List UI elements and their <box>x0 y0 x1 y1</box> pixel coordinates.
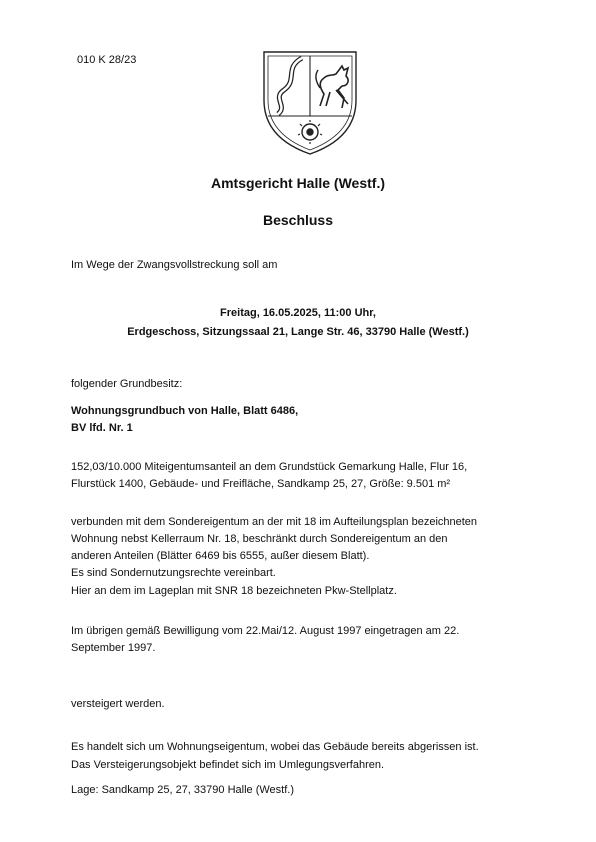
special-property-line: Es sind Sondernutzungsrechte vereinbart. <box>71 567 276 579</box>
share-description-line: 152,03/10.000 Miteigentumsanteil an dem Grundstück Gemarkung Halle, Flur 16, <box>71 461 468 473</box>
approval-line: Im übrigen gemäß Bewilligung vom 22.Mai/12. August 1997 eingetragen am 22. <box>71 625 460 637</box>
land-register-line: Wohnungsgrundbuch von Halle, Blatt 6486, <box>71 405 299 417</box>
approval-line: September 1997. <box>71 642 156 654</box>
document-title: Beschluss <box>262 212 334 228</box>
special-property-line: Hier an dem im Lageplan mit SNR 18 bezeichneten Pkw-Stellplatz. <box>71 585 397 597</box>
nrw-coat-of-arms-icon <box>258 46 362 158</box>
property-intro: folgender Grundbesitz: <box>71 378 183 390</box>
note-line: Es handelt sich um Wohnungseigentum, wobei das Gebäude bereits abgerissen ist. <box>71 741 479 753</box>
auctioned-text: versteigert werden. <box>71 698 165 710</box>
file-number: 010 K 28/23 <box>77 54 137 66</box>
special-property-line: anderen Anteilen (Blätter 6469 bis 6555, außer diesem Blatt). <box>71 550 370 562</box>
special-property-line: verbunden mit dem Sondereigentum an der mit 18 im Aufteilungsplan bezeichneten <box>71 516 478 528</box>
property-location: Lage: Sandkamp 25, 27, 33790 Halle (Westf.) <box>71 784 294 796</box>
note-line: Das Versteigerungsobjekt befindet sich im Umlegungsverfahren. <box>71 759 385 771</box>
auction-location: Erdgeschoss, Sitzungssaal 21, Lange Str. 46, 33790 Halle (Westf.) <box>127 326 469 338</box>
land-register-entry: BV lfd. Nr. 1 <box>71 422 133 434</box>
auction-date-time: Freitag, 16.05.2025, 11:00 Uhr, <box>220 307 376 319</box>
intro-text: Im Wege der Zwangsvollstreckung soll am <box>71 259 278 271</box>
special-property-line: Wohnung nebst Kellerraum Nr. 18, beschränkt durch Sondereigentum an den <box>71 533 448 545</box>
share-description-line: Flurstück 1400, Gebäude- und Freifläche, Sandkamp 25, 27, Größe: 9.501 m² <box>71 478 451 490</box>
court-name: Amtsgericht Halle (Westf.) <box>211 175 385 191</box>
